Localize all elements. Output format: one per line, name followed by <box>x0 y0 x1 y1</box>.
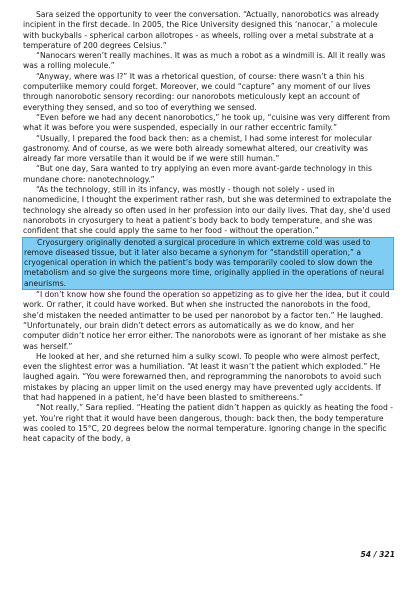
paragraph: “Nanocars weren’t really machines. It was as much a robot as a windmill is. All it really was was a rolling molecule.” <box>23 51 386 71</box>
highlighted-paragraph[interactable]: Cryosurgery originally denoted a surgical procedure in which extreme cold was used to remove diseased tissue, but it later also became a synonym for “standstill operation,” a cryogenical operation in which the patient’s body was temporarily cooled to slow down the metabolism and so give the surgeons more time, originally applied in the operations of neural aneurisms. <box>22 237 394 290</box>
paragraph: “But one day, Sara wanted to try applying an even more avant-garde technology in this mundane chore: nanotechnology.” <box>23 164 372 184</box>
page-number: 54 / 321 <box>360 550 395 559</box>
paragraph: He looked at her, and she returned him a sulky scowl. To people who were almost perfect, even the slightest error was a humiliation. “At least it wasn’t the patient which exploded.” He laughed again. “You were forewarned then, and reprogramming the nanorobots to avoid such mistakes by placing an upper limit on the used energy may have prevented ugly accidents. If that had happened in a patient, he’d have been blasted to smithereens.” <box>23 351 382 402</box>
paragraph: “Not really,” Sara replied. “Heating the patient didn’t happen as quickly as heating the food - yet. You’re right that it would have been dangerous, though: back then, the body temperature was cooled to 15°C, 20 degrees below the normal temperature. Ignoring change in the specific heat capacity of the body, a <box>23 403 393 444</box>
paragraph: “Anyway, where was I?” It was a rhetorical question, of course: there wasn’t a thin his computerlike memory could forget. Moreover, we could “capture” any moment of our lives through nanorobotic sensory recording: our nanorobots meticulously kept an account of everything they sensed, and so too of everything we sensed. <box>23 71 371 112</box>
paragraph: “As the technology, still in its infancy, was mostly - though not solely - used in nanomedicine, I thought the experiment rather rash, but she was determined to extrapolate the technology she already so often used in her profession into our daily lives. That day, she’d used nanorobots in cryosurgery to heat a patient’s body back to body temperature, and she was confident that she could apply the same to her food - without the operation.” <box>23 185 392 236</box>
paragraph: “Usually, I prepared the food back then: as a chemist, I had some interest for molecular gastronomy. And of course, as we were both already somewhat altered, our creativity was already far more versatile than it would be if we were still human.” <box>23 133 372 164</box>
paragraph: “Even before we had any decent nanorobotics,” he took up, “cuisine was very different from what it was before you were suspended, especially in our rather eccentric family.” <box>23 112 390 133</box>
paragraph: “I don’t know how she found the operation so appetizing as to give her the idea, but it could work. Or rather, it could have worked. But when she instructed the nanorobots in the food, she’d mistaken the needed antimatter to be used per nanorobot by a factor ten.” He laughed. “Unfortunately, our brain didn’t detect errors as automatically as we do know, and her computer didn’t notice her error either. The nanorobots were as ignorant of her mistake as she was herself.” <box>23 290 390 351</box>
paragraph: Sara seized the opportunity to veer the conversation. “Actually, nanorobotics was already incipient in the first decade. In 2005, the Rice University designed this ‘nanocar,’ a molecule with buckyballs - spherical carbon allotropes - as wheels, rolling over a metal substrate at a temperature of 200 degrees Celsius.” <box>23 10 380 50</box>
page-body <box>23 10 393 444</box>
